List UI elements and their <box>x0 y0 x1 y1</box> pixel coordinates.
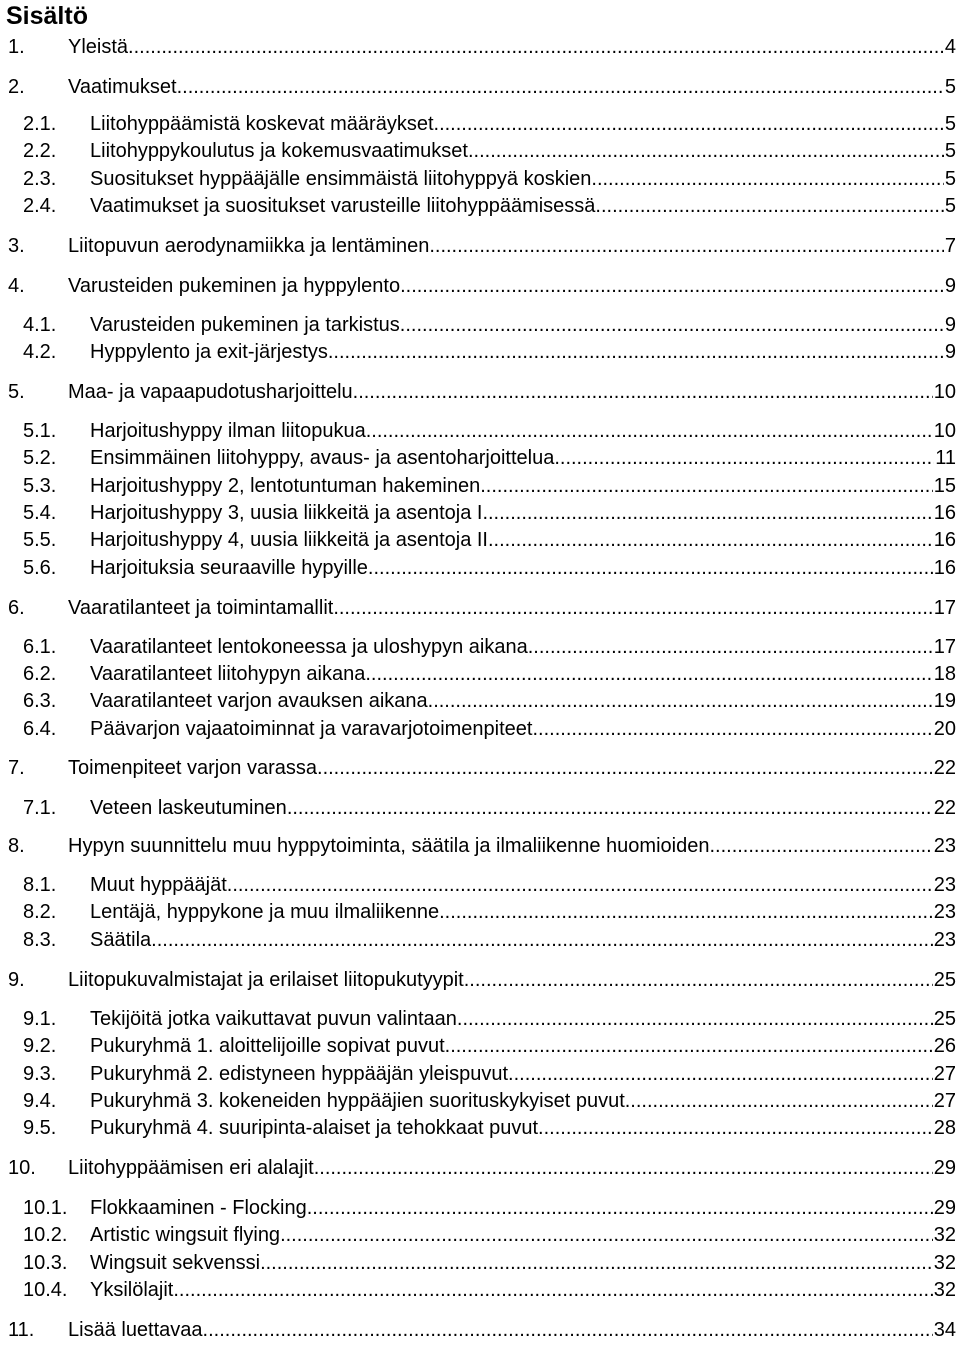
toc-entry-title: Pukuryhmä 4. suuripinta-alaiset ja tehokkaat puvut <box>90 1117 539 1139</box>
toc-entry-page: 29 <box>933 1197 956 1219</box>
toc-entry-title: Liitohyppäämistä koskevat määräykset. <box>90 113 440 135</box>
toc-entry[interactable] <box>0 795 960 821</box>
toc-entry[interactable] <box>0 1250 960 1276</box>
toc-entry-page: 15 <box>933 475 956 497</box>
toc-entry-page: 16 <box>933 529 956 551</box>
toc-entry-page: 22 <box>933 797 956 819</box>
toc-entry-number: 5.1. <box>23 420 57 442</box>
toc-entry-number: 6.1. <box>23 636 57 658</box>
toc-entry-title: Vaatimukset <box>68 76 177 98</box>
toc-entry-title: Lentäjä, hyppykone ja muu ilmaliikenne <box>90 901 440 923</box>
toc-entry-page: 23 <box>933 835 956 857</box>
toc-entry-page: 9 <box>944 275 956 297</box>
toc-entry-number: 6.2. <box>23 663 57 685</box>
toc-entry-number: 2.2. <box>23 140 57 162</box>
toc-entry-title: Artistic wingsuit flying <box>90 1224 281 1246</box>
dot-leader <box>333 595 932 621</box>
toc-entry[interactable] <box>0 872 960 898</box>
toc-entry-page: 7 <box>944 235 956 257</box>
toc-entry[interactable] <box>0 1195 960 1221</box>
toc-entry[interactable] <box>0 193 960 219</box>
toc-entry-number: 5.6. <box>23 557 57 579</box>
toc-entry-title: Harjoitushyppy ilman liitopukua <box>90 420 366 442</box>
toc-entry[interactable] <box>0 233 960 259</box>
toc-entry-page: 26 <box>933 1035 956 1057</box>
dot-leader <box>595 193 943 219</box>
toc-entry[interactable] <box>0 1006 960 1032</box>
toc-entry-title: Toimenpiteet varjon varassa <box>68 757 318 779</box>
toc-entry-title: Liitopuvun aerodynamiikka ja lentäminen <box>68 235 430 257</box>
toc-entry-page: 16 <box>933 502 956 524</box>
toc-entry-title: Pukuryhmä 1. aloittelijoille sopivat puvut <box>90 1035 445 1057</box>
toc-entry-number: 8. <box>8 835 25 857</box>
toc-entry-number: 6.4. <box>23 718 57 740</box>
dot-leader <box>203 1317 933 1343</box>
toc-entry[interactable] <box>0 688 960 714</box>
toc-entry-page: 5 <box>944 168 956 190</box>
toc-entry-title: Pukuryhmä 2. edistyneen hyppääjän yleispuvut <box>90 1063 509 1085</box>
toc-entry-page: 16 <box>933 557 956 579</box>
toc-entry[interactable] <box>0 166 960 192</box>
dot-leader <box>538 1115 933 1141</box>
toc-entry-title: Vaatimukset ja suositukset varusteille liitohyppäämisessä <box>90 195 596 217</box>
toc-entry-number: 9. <box>8 969 25 991</box>
toc-entry-title: Liitohyppykoulutus ja kokemusvaatimukset <box>90 140 468 162</box>
toc-entry-number: 10.3. <box>23 1252 68 1274</box>
toc-entry-page: 23 <box>933 874 956 896</box>
toc-entry-number: 10.4. <box>23 1279 68 1301</box>
toc-entry[interactable] <box>0 1222 960 1248</box>
dot-leader <box>368 555 933 581</box>
toc-entry-title: Ensimmäinen liitohyppy, avaus- ja asentoharjoittelua <box>90 447 555 469</box>
dot-leader <box>128 34 944 60</box>
dot-leader <box>280 1222 933 1248</box>
dot-leader <box>468 138 944 164</box>
toc-entry-title: Lisää luettavaa <box>68 1319 203 1341</box>
toc-entry-title: Veteen laskeutuminen <box>90 797 287 819</box>
toc-entry-title: Yksilölajit <box>90 1279 174 1301</box>
toc-entry[interactable] <box>0 716 960 742</box>
toc-entry-title: Hypyn suunnittelu muu hyppytoiminta, säätila ja ilmaliikenne huomioiden <box>68 835 710 857</box>
toc-entry-title: Liitopukuvalmistajat ja erilaiset liitopukutyypit <box>68 969 464 991</box>
toc-entry-page: 9 <box>944 314 956 336</box>
toc-entry-number: 5. <box>8 381 25 403</box>
toc-entry-page: 18 <box>933 663 956 685</box>
dot-leader <box>366 418 933 444</box>
toc-entry-number: 8.3. <box>23 929 57 951</box>
toc-entry-page: 23 <box>933 929 956 951</box>
dot-leader <box>480 473 933 499</box>
toc-entry-page: 5 <box>944 140 956 162</box>
toc-entry[interactable] <box>0 927 960 953</box>
toc-entry-number: 10. <box>8 1157 36 1179</box>
toc-entry-number: 9.5. <box>23 1117 57 1139</box>
dot-leader <box>365 661 932 687</box>
dot-leader <box>400 273 944 299</box>
dot-leader <box>528 634 933 660</box>
toc-entry-page: 27 <box>933 1090 956 1112</box>
toc-entry[interactable] <box>0 555 960 581</box>
toc-entry-number: 2.1. <box>23 113 57 135</box>
dot-leader <box>591 166 943 192</box>
dot-leader <box>464 967 933 993</box>
toc-entry-number: 2. <box>8 76 25 98</box>
toc-entry-title: Vaaratilanteet varjon avauksen aikana <box>90 690 428 712</box>
dot-leader <box>439 899 933 925</box>
toc-entry-number: 5.2. <box>23 447 57 469</box>
toc-entry[interactable] <box>0 1061 960 1087</box>
dot-leader <box>457 1006 933 1032</box>
toc-entry-number: 1. <box>8 36 25 58</box>
toc-entry-page: 11 <box>935 447 956 469</box>
dot-leader <box>625 1088 933 1114</box>
toc-entry-page: 10 <box>933 381 956 403</box>
toc-entry-page: 34 <box>933 1319 956 1341</box>
toc-entry-page: 5 <box>944 113 956 135</box>
toc-entry[interactable] <box>0 111 960 137</box>
dot-leader <box>317 755 933 781</box>
toc-entry[interactable] <box>0 755 960 781</box>
toc-entry-title: Vaaratilanteet lentokoneessa ja uloshypyn aikana <box>90 636 528 658</box>
toc-entry[interactable] <box>0 445 960 471</box>
toc-entry-number: 9.2. <box>23 1035 57 1057</box>
toc-entry-number: 8.2. <box>23 901 57 923</box>
toc-entry-page: 28 <box>933 1117 956 1139</box>
toc-entry-number: 4.1. <box>23 314 57 336</box>
toc-entry[interactable] <box>0 34 960 60</box>
toc-entry-title: Muut hyppääjät <box>90 874 227 896</box>
toc-entry[interactable] <box>0 527 960 553</box>
dot-leader <box>482 500 932 526</box>
toc-entry[interactable] <box>0 312 960 338</box>
toc-entry-title: Hyppylento ja exit-järjestys <box>90 341 328 363</box>
toc-entry-title: Päävarjon vajaatoiminnat ja varavarjotoimenpiteet <box>90 718 533 740</box>
toc-entry-title: Harjoitushyppy 3, uusia liikkeitä ja asentoja I <box>90 502 483 524</box>
toc-entry-number: 7. <box>8 757 25 779</box>
toc-entry-number: 3. <box>8 235 25 257</box>
toc-entry-number: 10.1. <box>23 1197 68 1219</box>
toc-entry[interactable] <box>0 1277 960 1303</box>
dot-leader <box>314 1155 933 1181</box>
toc-entry-number: 5.3. <box>23 475 57 497</box>
toc-entry[interactable] <box>0 500 960 526</box>
toc-entry[interactable] <box>0 833 960 859</box>
toc-entry-title: Harjoitushyppy 2, lentotuntuman hakeminen <box>90 475 481 497</box>
toc-entry-title: Tekijöitä jotka vaikuttavat puvun valintaan <box>90 1008 457 1030</box>
toc-entry-page: 29 <box>933 1157 956 1179</box>
toc-entry[interactable] <box>0 273 960 299</box>
toc-entry[interactable] <box>0 138 960 164</box>
toc-entry-title: Pukuryhmä 3. kokeneiden hyppääjien suorituskykyiset puvut <box>90 1090 625 1112</box>
toc-entry-number: 5.5. <box>23 529 57 551</box>
toc-entry-page: 19 <box>933 690 956 712</box>
toc-entry-title: Vaaratilanteet liitohypyn aikana <box>90 663 366 685</box>
toc-entry[interactable] <box>0 339 960 365</box>
dot-leader <box>353 379 933 405</box>
page-title: Sisältö <box>6 2 88 30</box>
toc-entry-number: 2.4. <box>23 195 57 217</box>
toc-entry[interactable] <box>0 634 960 660</box>
toc-entry-page: 4 <box>944 36 956 58</box>
dot-leader <box>287 795 933 821</box>
toc-entry-page: 22 <box>933 757 956 779</box>
dot-leader <box>328 339 944 365</box>
toc-entry-page: 25 <box>933 1008 956 1030</box>
toc-entry-title: Varusteiden pukeminen ja tarkistus <box>90 314 400 336</box>
toc-entry-page: 27 <box>933 1063 956 1085</box>
toc-entry-number: 9.4. <box>23 1090 57 1112</box>
toc-entry-title: Yleistä <box>68 36 129 58</box>
toc-entry-title: Maa- ja vapaapudotusharjoittelu <box>68 381 353 403</box>
dot-leader <box>429 233 944 259</box>
dot-leader <box>439 111 944 137</box>
toc-entry-page: 25 <box>933 969 956 991</box>
toc-entry-number: 7.1. <box>23 797 57 819</box>
dot-leader <box>532 716 932 742</box>
toc-entry-page: 32 <box>933 1252 956 1274</box>
toc-entry-number: 10.2. <box>23 1224 68 1246</box>
toc-entry-title: Säätila <box>90 929 152 951</box>
toc-entry[interactable] <box>0 1033 960 1059</box>
toc-entry-number: 4.2. <box>23 341 57 363</box>
toc-entry[interactable] <box>0 1317 960 1343</box>
toc-entry-title: Vaaratilanteet ja toimintamallit <box>68 597 334 619</box>
toc-entry[interactable] <box>0 379 960 405</box>
toc-entry[interactable] <box>0 661 960 687</box>
toc-entry-title: Harjoitushyppy 4, uusia liikkeitä ja asentoja II <box>90 529 488 551</box>
dot-leader <box>260 1250 933 1276</box>
toc-entry[interactable] <box>0 74 960 100</box>
toc-entry-page: 32 <box>933 1224 956 1246</box>
dot-leader <box>508 1061 933 1087</box>
toc-entry-title: Suositukset hyppääjälle ensimmäistä liitohyppyä koskien <box>90 168 592 190</box>
dot-leader <box>227 872 933 898</box>
toc-entry-page: 17 <box>933 597 956 619</box>
dot-leader <box>307 1195 933 1221</box>
toc-entry-title: Liitohyppäämisen eri alalajit <box>68 1157 314 1179</box>
dot-leader <box>709 833 932 859</box>
toc-entry-number: 11. <box>8 1319 35 1341</box>
toc-entry-title: Wingsuit sekvenssi <box>90 1252 261 1274</box>
toc-entry-page: 9 <box>944 341 956 363</box>
toc-entry-page: 10 <box>933 420 956 442</box>
toc-entry-page: 23 <box>933 901 956 923</box>
toc-entry-title: Varusteiden pukeminen ja hyppylento <box>68 275 401 297</box>
toc-entry-number: 6. <box>8 597 25 619</box>
toc-entry-number: 9.1. <box>23 1008 57 1030</box>
toc-entry[interactable] <box>0 899 960 925</box>
toc-entry-title: Flokkaaminen - Flocking <box>90 1197 307 1219</box>
dot-leader <box>177 74 944 100</box>
toc-entry-title: Harjoituksia seuraaville hypyille <box>90 557 368 579</box>
toc-entry-number: 8.1. <box>23 874 57 896</box>
dot-leader <box>445 1033 933 1059</box>
dot-leader <box>488 527 933 553</box>
toc-entry-page: 20 <box>933 718 956 740</box>
toc-entry[interactable] <box>0 1088 960 1114</box>
toc-entry-number: 5.4. <box>23 502 57 524</box>
toc-entry-page: 17 <box>933 636 956 658</box>
dot-leader <box>151 927 933 953</box>
toc-entry-page: 5 <box>944 76 956 98</box>
toc-entry-page: 32 <box>933 1279 956 1301</box>
toc-entry-page: 5 <box>944 195 956 217</box>
toc-entry[interactable] <box>0 418 960 444</box>
toc-entry[interactable] <box>0 595 960 621</box>
toc-entry[interactable] <box>0 1115 960 1141</box>
toc-entry[interactable] <box>0 1155 960 1181</box>
toc-entry-number: 2.3. <box>23 168 57 190</box>
dot-leader <box>173 1277 932 1303</box>
dot-leader <box>554 445 934 471</box>
toc-entry-number: 6.3. <box>23 690 57 712</box>
toc-entry[interactable] <box>0 967 960 993</box>
toc-entry[interactable] <box>0 473 960 499</box>
dot-leader <box>428 688 933 714</box>
toc-entry-number: 4. <box>8 275 25 297</box>
dot-leader <box>400 312 944 338</box>
toc-entry-number: 9.3. <box>23 1063 57 1085</box>
